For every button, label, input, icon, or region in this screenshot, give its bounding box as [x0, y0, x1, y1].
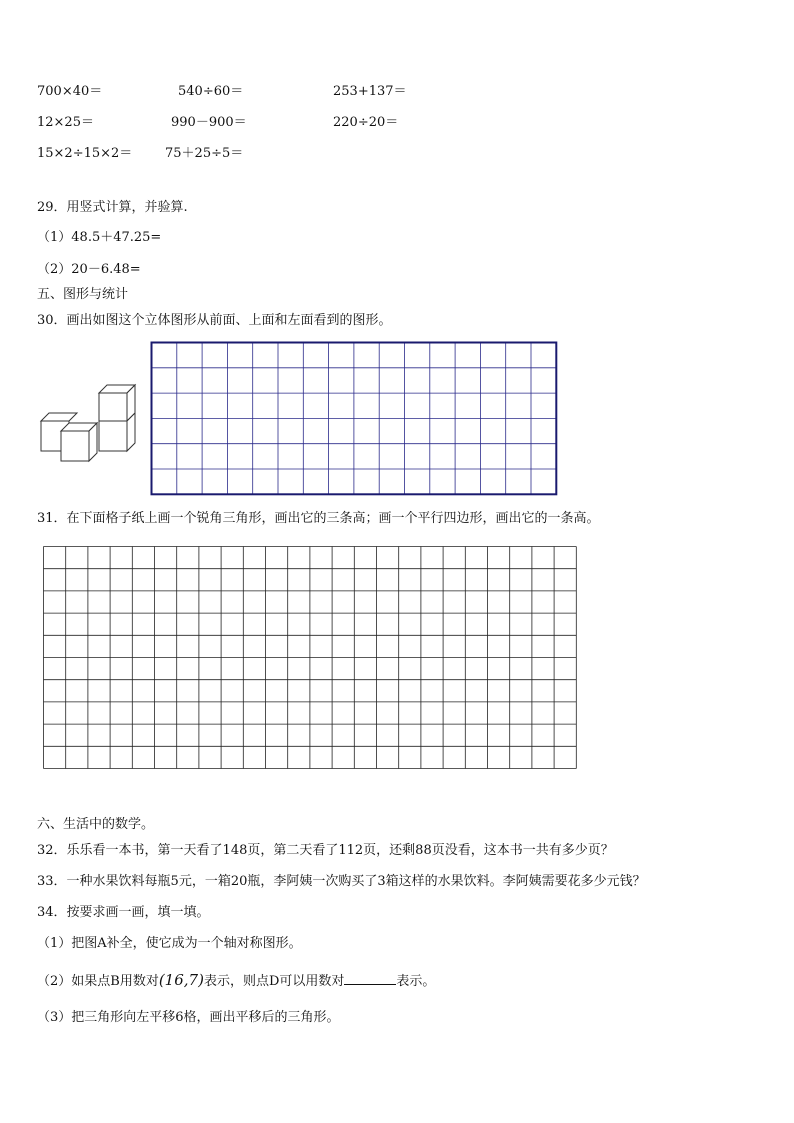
calc-2-3: 220÷20＝ [333, 115, 399, 130]
q34-sub2 [37, 972, 435, 990]
calc-1-1: 700×40＝ [37, 84, 103, 99]
q32-text: 32．乐乐看一本书，第一天看了148页，第二天看了112页，还剩88页没看，这本书一共有多少页？ [37, 843, 614, 858]
q34-sub3: （3）把三角形向左平移6格，画出平移后的三角形。 [37, 1010, 340, 1025]
q31-title: 31．在下面格子纸上画一个锐角三角形，画出它的三条高；画一个平行四边形，画出它的一条高。 [37, 511, 600, 526]
q34-sub1: （1）把图A补全，使它成为一个轴对称图形。 [37, 936, 302, 951]
q29-sub1: （1）48.5＋47.25= [37, 230, 162, 245]
q34-sub2-middle: 表示，则点D可以用数对 [203, 974, 345, 989]
calc-1-2: 540÷60＝ [178, 84, 244, 99]
calc-1-3: 253+137＝ [333, 84, 407, 99]
calc-2-2: 990－900＝ [171, 115, 247, 130]
section5-title: 五、图形与统计 [37, 287, 129, 302]
q31-grid[interactable] [43, 546, 579, 771]
answer-blank[interactable] [344, 972, 396, 985]
section6-title: 六、生活中的数学。 [37, 817, 155, 832]
q34-title: 34．按要求画一画，填一填。 [37, 905, 210, 920]
coordinate-pair: (16,7) [158, 971, 204, 989]
cube-bottom-right-front [99, 421, 127, 451]
q34-sub2-before: （2）如果点B用数对 [37, 974, 159, 989]
q34-sub2-after: 表示。 [396, 974, 436, 989]
q30-title: 30．画出如图这个立体图形从前面、上面和左面看到的图形。 [37, 313, 392, 328]
q33-text: 33．一种水果饮料每瓶5元，一箱20瓶，李阿姨一次购买了3箱这样的水果饮料。李阿姨需要花多少元钱？ [37, 874, 646, 889]
calc-2-1: 12×25＝ [37, 115, 94, 130]
q30-grid[interactable] [150, 341, 560, 498]
cube-front-mid-front [61, 431, 89, 461]
cube-top-right-front [99, 393, 127, 421]
cube-back-left-top [41, 413, 77, 421]
q29-sub2: （2）20－6.48= [37, 262, 141, 277]
cube-figure [38, 381, 142, 465]
calc-3-2: 75＋25÷5＝ [165, 146, 244, 161]
calc-3-1: 15×2÷15×2＝ [37, 146, 133, 161]
q29-title: 29．用竖式计算，并验算. [37, 200, 188, 215]
